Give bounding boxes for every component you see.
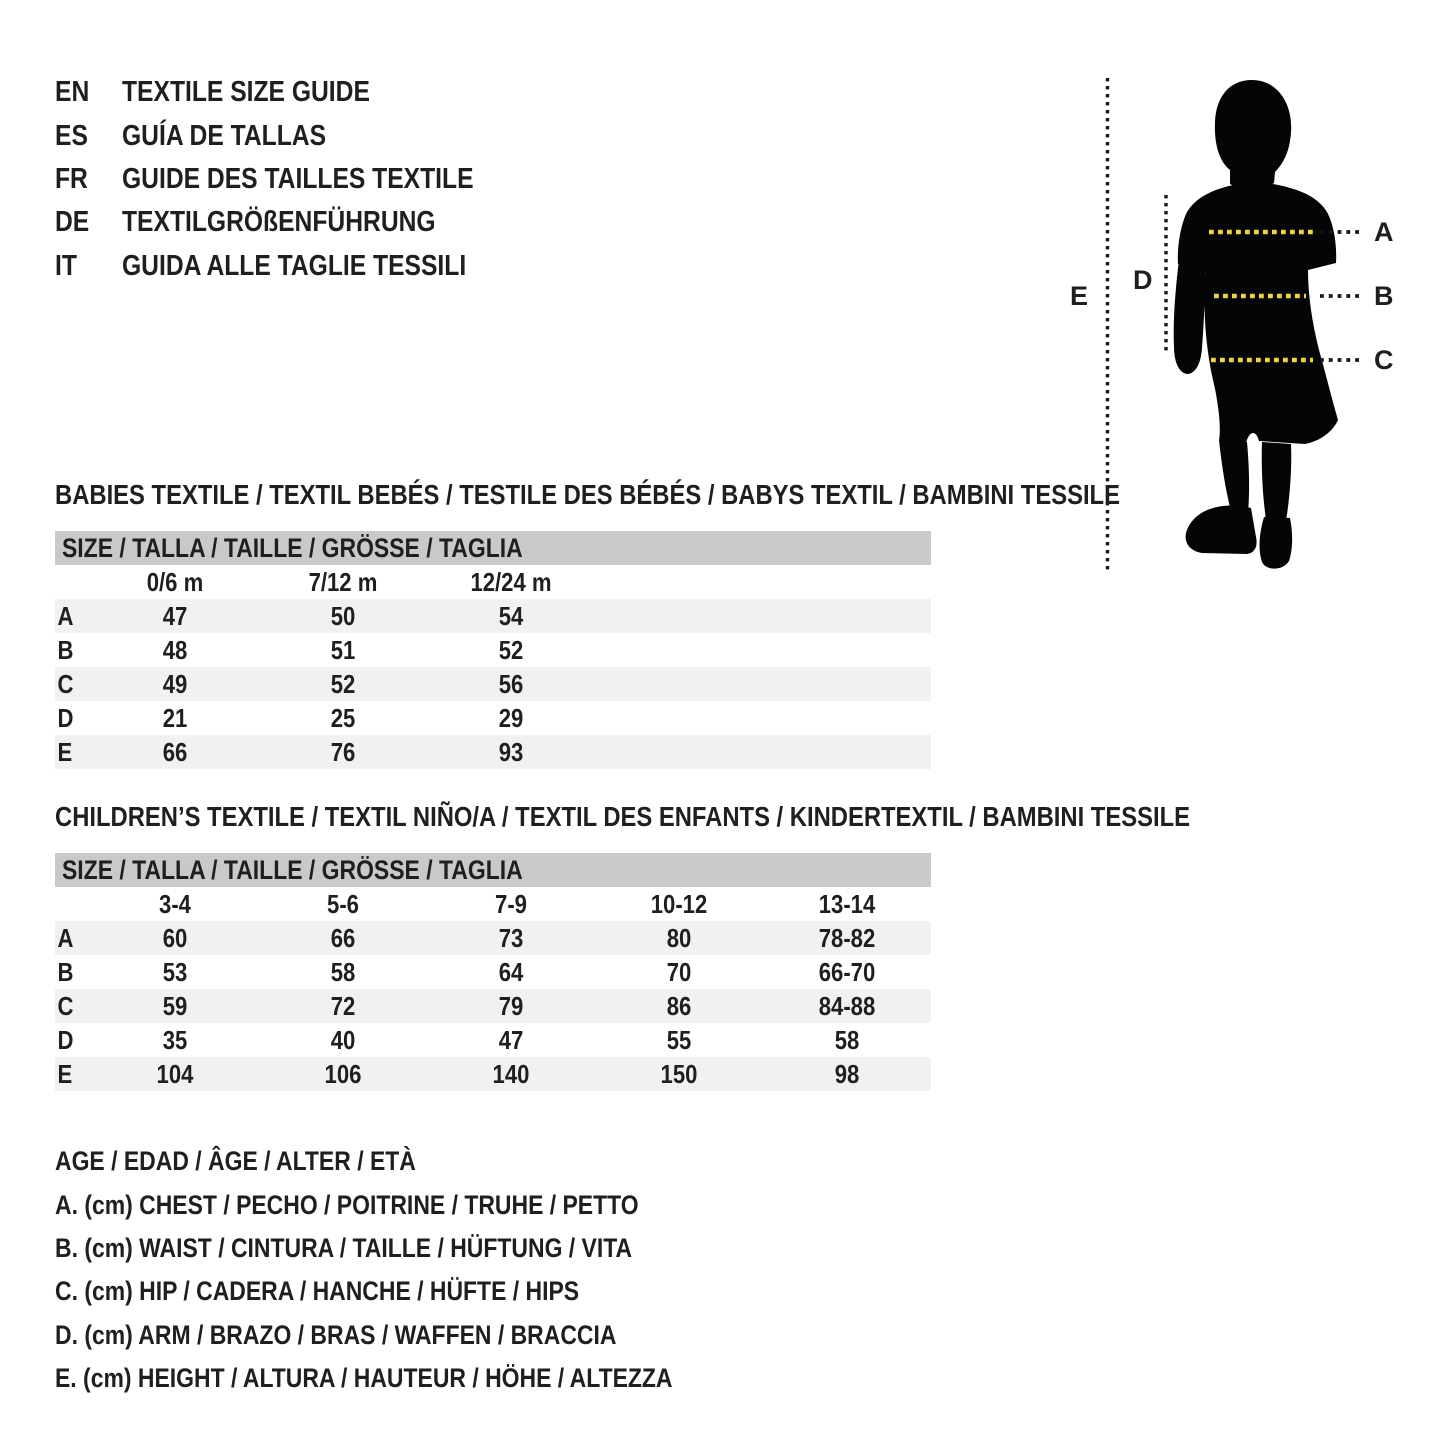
cell: 86	[666, 990, 692, 1021]
figure-label-B: B	[1374, 281, 1394, 311]
column-header: 5-6	[327, 888, 359, 919]
cell: 47	[498, 1024, 524, 1055]
cell: 150	[660, 1058, 698, 1089]
language-code: ES	[55, 119, 88, 152]
legend-line-arm	[55, 1314, 781, 1357]
language-row	[55, 114, 536, 157]
language-title: TEXTILGRÖßENFÜHRUNG	[122, 206, 436, 239]
legend-line-hip	[55, 1270, 781, 1313]
language-row	[55, 201, 536, 244]
babies-columns-row	[55, 565, 931, 599]
cell: 104	[156, 1058, 194, 1089]
language-code: FR	[55, 162, 88, 195]
legend-text: E. (cm) HEIGHT / ALTURA / HAUTEUR / HÖHE / ALTEZZA	[55, 1363, 673, 1394]
cell: 55	[666, 1024, 692, 1055]
cell: 58	[330, 956, 356, 987]
column-header: 10-12	[650, 888, 708, 919]
table-row-A	[55, 921, 931, 955]
table-row-D	[55, 701, 931, 735]
silhouette-left-arm	[1174, 260, 1206, 374]
cell: 73	[498, 922, 524, 953]
cell: 54	[498, 600, 524, 631]
column-header: 12/24 m	[470, 566, 552, 597]
table-row-E	[55, 1057, 931, 1091]
cell: 80	[666, 922, 692, 953]
column-header: 0/6 m	[146, 566, 204, 597]
size-header-label: SIZE / TALLA / TAILLE / GRÖSSE / TAGLIA	[62, 532, 523, 563]
column-header: 7/12 m	[308, 566, 378, 597]
cell: 58	[834, 1024, 860, 1055]
row-label: B	[57, 956, 74, 987]
language-code: EN	[55, 76, 90, 109]
cell: 56	[498, 668, 524, 699]
measurement-legend	[55, 1140, 781, 1400]
silhouette-left-shoe	[1186, 505, 1257, 554]
legend-line-chest	[55, 1183, 781, 1226]
language-row	[55, 158, 536, 201]
legend-text: AGE / EDAD / ÂGE / ALTER / ETÀ	[55, 1146, 416, 1177]
table-row-E	[55, 735, 931, 769]
silhouette-head	[1215, 80, 1291, 189]
table-row-C	[55, 667, 931, 701]
measurement-figure	[1060, 60, 1445, 620]
babies-size-header-bar	[55, 531, 931, 565]
language-title: GUIDA ALLE TAGLIE TESSILI	[122, 249, 467, 282]
child-silhouette	[1174, 80, 1338, 569]
silhouette-right-shoe	[1260, 517, 1293, 569]
cell: 47	[162, 600, 188, 631]
cell: 60	[162, 922, 188, 953]
figure-label-E: E	[1070, 281, 1089, 311]
legend-text: B. (cm) WAIST / CINTURA / TAILLE / HÜFTUNG / VITA	[55, 1232, 633, 1263]
table-row-B	[55, 955, 931, 989]
legend-text: D. (cm) ARM / BRAZO / BRAS / WAFFEN / BRACCIA	[55, 1319, 617, 1350]
column-header: 13-14	[818, 888, 876, 919]
row-label: A	[57, 600, 74, 631]
cell: 29	[498, 702, 524, 733]
table-row-A	[55, 599, 931, 633]
figure-label-D: D	[1133, 265, 1153, 295]
language-code: DE	[55, 206, 90, 239]
cell: 64	[498, 956, 524, 987]
table-row-C	[55, 989, 931, 1023]
cell: 35	[162, 1024, 188, 1055]
row-label: B	[57, 634, 74, 665]
legend-line-age	[55, 1140, 781, 1183]
column-header: 3-4	[159, 888, 191, 919]
babies-size-table	[55, 531, 931, 769]
silhouette-left-leg	[1219, 440, 1249, 512]
cell: 40	[330, 1024, 356, 1055]
children-size-table	[55, 853, 931, 1091]
cell: 72	[330, 990, 356, 1021]
language-title: GUIDE DES TAILLES TEXTILE	[122, 162, 474, 195]
cell: 78-82	[818, 922, 876, 953]
language-title: TEXTILE SIZE GUIDE	[122, 76, 370, 109]
silhouette-right-leg	[1262, 442, 1292, 521]
legend-line-waist	[55, 1227, 781, 1270]
row-label: E	[57, 736, 73, 767]
cell: 70	[666, 956, 692, 987]
children-section-heading: CHILDREN’S TEXTILE / TEXTIL NIÑO/A / TEXTIL DES ENFANTS / KINDERTEXTIL / BAMBINI TESSILE	[55, 801, 1191, 832]
cell: 50	[330, 600, 356, 631]
row-label: D	[57, 1024, 74, 1055]
legend-text: C. (cm) HIP / CADERA / HANCHE / HÜFTE / HIPS	[55, 1276, 580, 1307]
cell: 49	[162, 668, 188, 699]
size-header-label: SIZE / TALLA / TAILLE / GRÖSSE / TAGLIA	[62, 854, 523, 885]
table-row-B	[55, 633, 931, 667]
children-columns-row	[55, 887, 931, 921]
cell: 140	[492, 1058, 530, 1089]
children-size-header-bar	[55, 853, 931, 887]
language-title-list	[55, 71, 536, 288]
cell: 51	[330, 634, 356, 665]
cell: 25	[330, 702, 356, 733]
row-label: D	[57, 702, 74, 733]
cell: 66	[330, 922, 356, 953]
row-label: E	[57, 1058, 73, 1089]
language-row	[55, 71, 536, 114]
row-label: C	[57, 668, 74, 699]
figure-label-A: A	[1374, 217, 1394, 247]
row-label: C	[57, 990, 74, 1021]
row-label: A	[57, 922, 74, 953]
cell: 48	[162, 634, 188, 665]
figure-label-C: C	[1374, 345, 1394, 375]
cell: 66	[162, 736, 188, 767]
language-row	[55, 245, 536, 288]
cell: 106	[324, 1058, 362, 1089]
cell: 76	[330, 736, 356, 767]
babies-section-heading: BABIES TEXTILE / TEXTIL BEBÉS / TESTILE DES BÉBÉS / BABYS TEXTIL / BAMBINI TESSILE	[55, 479, 1120, 510]
cell: 79	[498, 990, 524, 1021]
language-code: IT	[55, 249, 77, 282]
cell: 59	[162, 990, 188, 1021]
cell: 66-70	[818, 956, 876, 987]
cell: 52	[330, 668, 356, 699]
cell: 98	[834, 1058, 860, 1089]
cell: 53	[162, 956, 188, 987]
column-header: 7-9	[495, 888, 527, 919]
cell: 84-88	[818, 990, 876, 1021]
table-row-D	[55, 1023, 931, 1057]
language-title: GUÍA DE TALLAS	[122, 119, 327, 152]
legend-line-height	[55, 1357, 781, 1400]
cell: 93	[498, 736, 524, 767]
cell: 52	[498, 634, 524, 665]
legend-text: A. (cm) CHEST / PECHO / POITRINE / TRUHE / PETTO	[55, 1189, 639, 1220]
cell: 21	[162, 702, 188, 733]
